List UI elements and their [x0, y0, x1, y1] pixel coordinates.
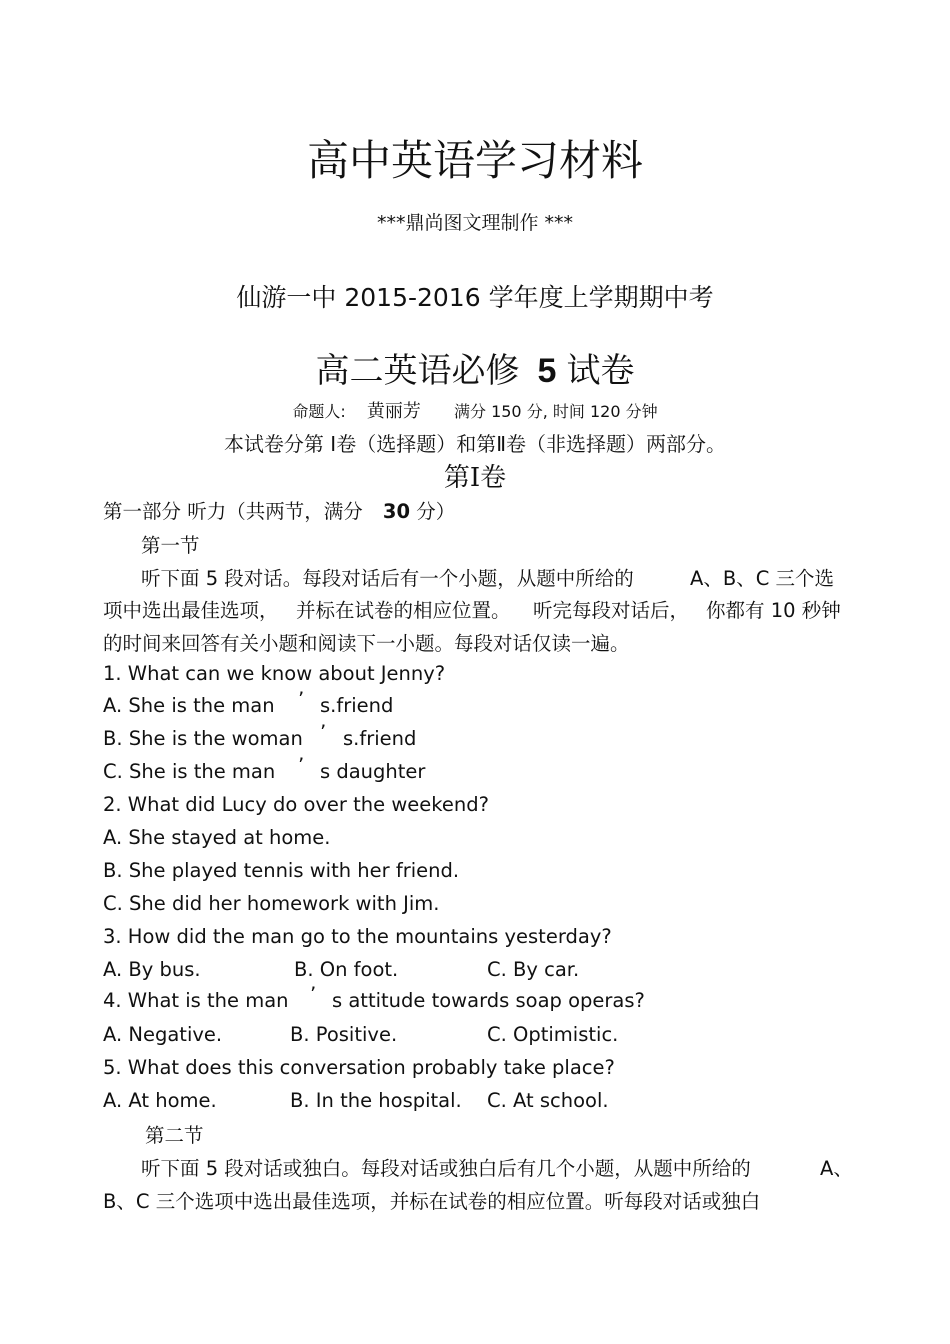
q1-option-a-end: s.friend — [320, 694, 394, 717]
section1-line1-end: A、B、C 三个选 — [690, 567, 835, 590]
subject-suffix: 试卷 — [566, 351, 635, 391]
part1-title-end: 分） — [416, 500, 456, 523]
section2-line1: 听下面 5 段对话或独白。每段对话或独白后有几个小题，从题中所给的 — [141, 1157, 751, 1180]
q2-option-a: A. She stayed at home. — [103, 826, 331, 849]
q3-stem: 3. How did the man go to the mountains yesterday? — [103, 925, 612, 948]
q3-option-b: B. On foot. — [294, 958, 399, 981]
q5-stem: 5. What does this conversation probably take place? — [103, 1056, 615, 1079]
q1-option-b-end: s.friend — [343, 727, 417, 750]
q4-option-c: C. Optimistic. — [487, 1023, 619, 1046]
section2-line2: B、C 三个选项中选出最佳选项，并标在试卷的相应位置。听每段对话或独白 — [103, 1190, 761, 1213]
exam-meta — [0, 397, 950, 423]
q2-stem: 2. What did Lucy do over the weekend? — [103, 793, 489, 816]
q1-apostrophe-a: ’ — [298, 688, 305, 711]
q4-stem-end: s attitude towards soap operas? — [332, 989, 645, 1012]
school-exam-line: 仙游一中 2015-2016 学年度上学期期中考 — [236, 283, 714, 312]
section1-line2a: 项中选出最佳选项， — [103, 599, 279, 622]
q1-apostrophe-c: ’ — [298, 754, 305, 777]
section1-title: 第一节 — [141, 534, 200, 557]
q1-option-c: C. She is the man — [103, 760, 276, 783]
q4-option-a: A. Negative. — [103, 1023, 223, 1046]
section1-line1: 听下面 5 段对话。每段对话后有一个小题，从题中所给的 — [141, 567, 634, 590]
section1-line2b: 并标在试卷的相应位置。 — [296, 599, 511, 622]
q5-option-a: A. At home. — [103, 1089, 217, 1112]
section1-line2c: 听完每段对话后， — [533, 599, 690, 622]
q1-option-c-end: s daughter — [320, 760, 426, 783]
section2-title: 第二节 — [145, 1124, 204, 1147]
q2-option-b: B. She played tennis with her friend. — [103, 859, 460, 882]
exam-intro: 本试卷分第 Ⅰ卷（选择题）和第Ⅱ卷（非选择题）两部分。 — [223, 432, 727, 456]
section1-line2d: 你都有 10 秒钟 — [706, 599, 841, 622]
q1-stem: 1. What can we know about Jenny? — [103, 662, 446, 685]
q1-apostrophe-b: ’ — [320, 721, 327, 744]
q3-option-a: A. By bus. — [103, 958, 201, 981]
section1-line3: 的时间来回答有关小题和阅读下一小题。每段对话仅读一遍。 — [103, 632, 630, 655]
document-title: 高中英语学习材料 — [306, 136, 643, 185]
q1-option-b: B. She is the woman — [103, 727, 303, 750]
q5-option-b: B. In the hospital. — [290, 1089, 462, 1112]
part1-title-text: 第一部分 听力（共两节，满分 — [103, 500, 363, 523]
score-time: 满分 150 分, 时间 120 分钟 — [453, 402, 658, 421]
q3-option-c: C. By car. — [487, 958, 580, 981]
setter-label: 命题人: — [292, 402, 346, 421]
part1-title — [103, 496, 455, 524]
exam-subject-title — [0, 343, 950, 392]
section2-line1-end: A、 — [820, 1157, 853, 1180]
part1-score: 30 — [382, 500, 411, 523]
maker-credit: ***鼎尚图文理制作 *** — [376, 212, 574, 234]
subject-number: 5 — [537, 352, 557, 390]
q2-option-c: C. She did her homework with Jim. — [103, 892, 440, 915]
q4-option-b: B. Positive. — [290, 1023, 398, 1046]
setter-name: 黄丽芳 — [366, 401, 421, 422]
q1-option-a: A. She is the man — [103, 694, 275, 717]
q4-apostrophe: ’ — [310, 983, 317, 1006]
q4-stem: 4. What is the man — [103, 989, 289, 1012]
q5-option-c: C. At school. — [487, 1089, 609, 1112]
subject-prefix: 高二英语必修 — [315, 351, 520, 391]
volume-heading: 第Ⅰ卷 — [443, 463, 507, 493]
